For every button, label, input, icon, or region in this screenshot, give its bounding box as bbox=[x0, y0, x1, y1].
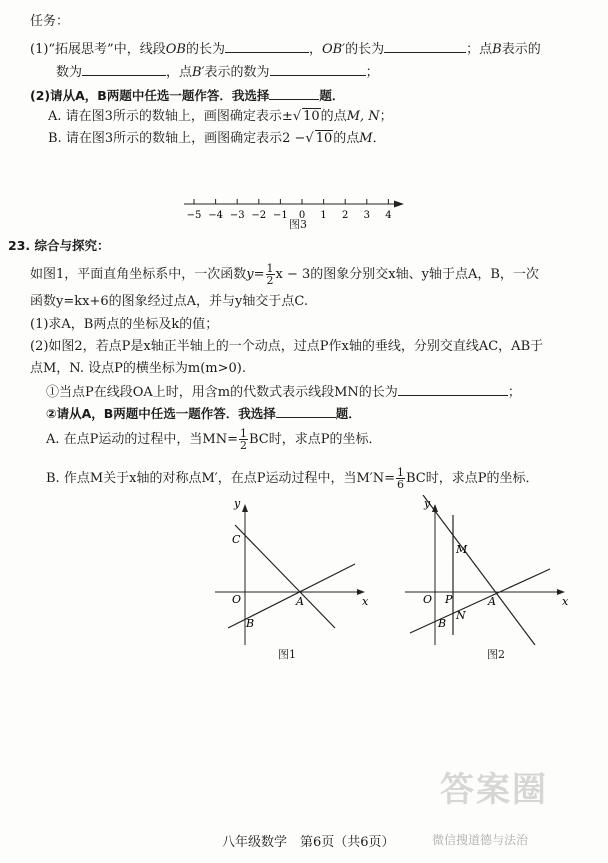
radicand: 10 bbox=[303, 109, 320, 124]
blank-b-value[interactable] bbox=[82, 63, 166, 76]
number-line-tick-label: −4 bbox=[208, 210, 223, 221]
fig1-x-label: x bbox=[362, 595, 369, 608]
var-obp: OB′ bbox=[321, 42, 346, 57]
text: ； bbox=[365, 65, 379, 80]
number-line-tick-label: −5 bbox=[186, 210, 202, 221]
q23-sub-2b: 点M，N. 设点P的横坐标为m(m>0). bbox=[30, 361, 246, 376]
fraction-one-half bbox=[239, 428, 248, 451]
text: 如图1，平面直角坐标系中，一次函数 bbox=[30, 267, 247, 282]
figure-1 bbox=[210, 495, 380, 655]
q23-option-a bbox=[46, 428, 381, 451]
blank-choice-1[interactable] bbox=[269, 87, 319, 100]
number-line-tick-label: 3 bbox=[363, 210, 370, 221]
fig1-line-ac bbox=[235, 525, 335, 628]
text: 表示的 bbox=[501, 42, 541, 57]
numerator: 1 bbox=[266, 262, 274, 275]
blank-ob-length[interactable] bbox=[225, 40, 309, 53]
blank-mn-length[interactable] bbox=[398, 383, 508, 396]
text: 题． bbox=[335, 406, 361, 421]
text: ①当点P在线段OA上时，用含m的代数式表示线段MN的长为 bbox=[46, 385, 398, 400]
text: 表示的数为 bbox=[204, 65, 270, 80]
fig1-y-arrow bbox=[242, 504, 248, 512]
text: BC时，求点P的坐标． bbox=[248, 432, 382, 447]
fig2-y-label: y bbox=[424, 497, 431, 510]
var-point: M bbox=[359, 131, 373, 146]
var-points: M, N bbox=[346, 109, 380, 124]
text: B. 请在图3所示的数轴上，画图确定表示2 − bbox=[48, 131, 306, 146]
text: ，点 bbox=[166, 65, 193, 80]
fig1-point-b: B bbox=[246, 617, 255, 630]
number-line-tick-label: −3 bbox=[229, 210, 245, 221]
fig2-origin: O bbox=[423, 593, 433, 606]
fig2-point-m: M bbox=[456, 543, 468, 556]
number-line-tick-label: 1 bbox=[320, 210, 327, 221]
fig1-origin: O bbox=[232, 593, 242, 606]
number-line-tick-label: 2 bbox=[342, 210, 349, 221]
fig1-y-label: y bbox=[234, 497, 241, 510]
text: (2)请从A，B两题中任选一题作答．我选择 bbox=[30, 88, 270, 103]
denominator: 2 bbox=[239, 439, 247, 452]
text: 的点 bbox=[320, 109, 347, 124]
var-y: y= bbox=[246, 267, 265, 282]
text: x − 3的图象分别交x轴、y轴于点A，B，一次 bbox=[275, 267, 539, 282]
text: 的长为 bbox=[345, 42, 385, 57]
task-option-a bbox=[48, 108, 393, 125]
fig2-point-p: P bbox=[445, 593, 453, 606]
blank-obp-length[interactable] bbox=[384, 40, 466, 53]
text: B. 作点M关于x轴的对称点M′，在点P运动过程中，当M′N= bbox=[46, 471, 396, 486]
fraction-one-sixth bbox=[396, 467, 405, 490]
text: A. 在点P运动的过程中，当MN= bbox=[46, 432, 238, 447]
fig2-x-label: x bbox=[562, 595, 569, 608]
task-option-b bbox=[48, 130, 386, 147]
numerator: 1 bbox=[397, 466, 405, 479]
fig2-point-b: B bbox=[438, 617, 447, 630]
var-bp: B′ bbox=[192, 65, 205, 80]
q23-sub-2a: (2)如图2，若点P是x轴正半轴上的一个动点，过点P作x轴的垂线，分别交直线AC，AB于 bbox=[30, 339, 544, 354]
watermark-logo: 答案圈 bbox=[440, 770, 548, 810]
radicand: 10 bbox=[315, 131, 333, 146]
q23-sub-1: (1)求A，B两点的坐标及k的值； bbox=[30, 317, 219, 332]
fig3-caption: 图3 bbox=[289, 218, 307, 231]
q23-title: 23. 综合与探究： bbox=[8, 238, 110, 253]
number-line-tick-label: 4 bbox=[385, 210, 392, 221]
text: BC时，求点P的坐标． bbox=[406, 471, 539, 486]
text: ； bbox=[507, 385, 521, 400]
text: 题． bbox=[319, 88, 345, 103]
denominator: 6 bbox=[397, 478, 405, 491]
blank-choice-2[interactable] bbox=[276, 405, 336, 418]
text: ， bbox=[308, 42, 322, 57]
denominator: 2 bbox=[266, 274, 274, 287]
q23-option-b bbox=[46, 467, 539, 490]
q23-para-2: 函数y=kx+6的图象经过点A，并与y轴交于点C. bbox=[30, 294, 308, 309]
fig2-point-n: N bbox=[456, 609, 466, 622]
fig1-point-c: C bbox=[232, 533, 241, 546]
text: 数为 bbox=[56, 65, 83, 80]
number-line-arrow bbox=[394, 201, 404, 208]
fig1-point-a: A bbox=[296, 595, 304, 608]
number-line-tick-label: −2 bbox=[251, 210, 267, 221]
task-heading: 任务： bbox=[30, 14, 70, 29]
text: (1)“拓展思考”中，线段 bbox=[30, 42, 166, 57]
task-part-2 bbox=[30, 87, 344, 103]
fig2-caption: 图2 bbox=[487, 648, 505, 661]
task-line-1 bbox=[30, 40, 541, 58]
task-line-2 bbox=[56, 63, 379, 81]
q23-para-1 bbox=[30, 263, 539, 286]
q23-item-1 bbox=[46, 383, 521, 401]
text: ； bbox=[379, 109, 393, 124]
blank-bp-value[interactable] bbox=[270, 63, 366, 76]
fig2-point-a: A bbox=[488, 595, 496, 608]
numerator: 1 bbox=[239, 427, 247, 440]
text: ． bbox=[372, 131, 386, 146]
text: ；点 bbox=[466, 42, 493, 57]
text: 的长为 bbox=[185, 42, 225, 57]
page-footer: 八年级数学 第6页（共6页） bbox=[222, 835, 395, 850]
sqrt-symbol: √ bbox=[305, 131, 314, 146]
text: A. 请在图3所示的数轴上，画图确定表示± bbox=[48, 109, 293, 124]
figure-2 bbox=[400, 495, 580, 655]
text: ②请从A，B两题中任选一题作答．我选择 bbox=[46, 406, 276, 421]
fig1-caption: 图1 bbox=[278, 648, 296, 661]
sqrt-symbol: √ bbox=[292, 109, 302, 124]
fraction-one-half bbox=[266, 263, 275, 286]
var-ob: OB bbox=[165, 42, 186, 57]
text: 的点 bbox=[333, 131, 360, 146]
watermark-caption: 微信搜道德与法治 bbox=[432, 833, 529, 847]
q23-item-2 bbox=[46, 405, 361, 421]
number-line-tick-label: −1 bbox=[273, 210, 288, 221]
var-b: B bbox=[492, 42, 502, 57]
number-line-tick-label: 0 bbox=[298, 210, 306, 221]
